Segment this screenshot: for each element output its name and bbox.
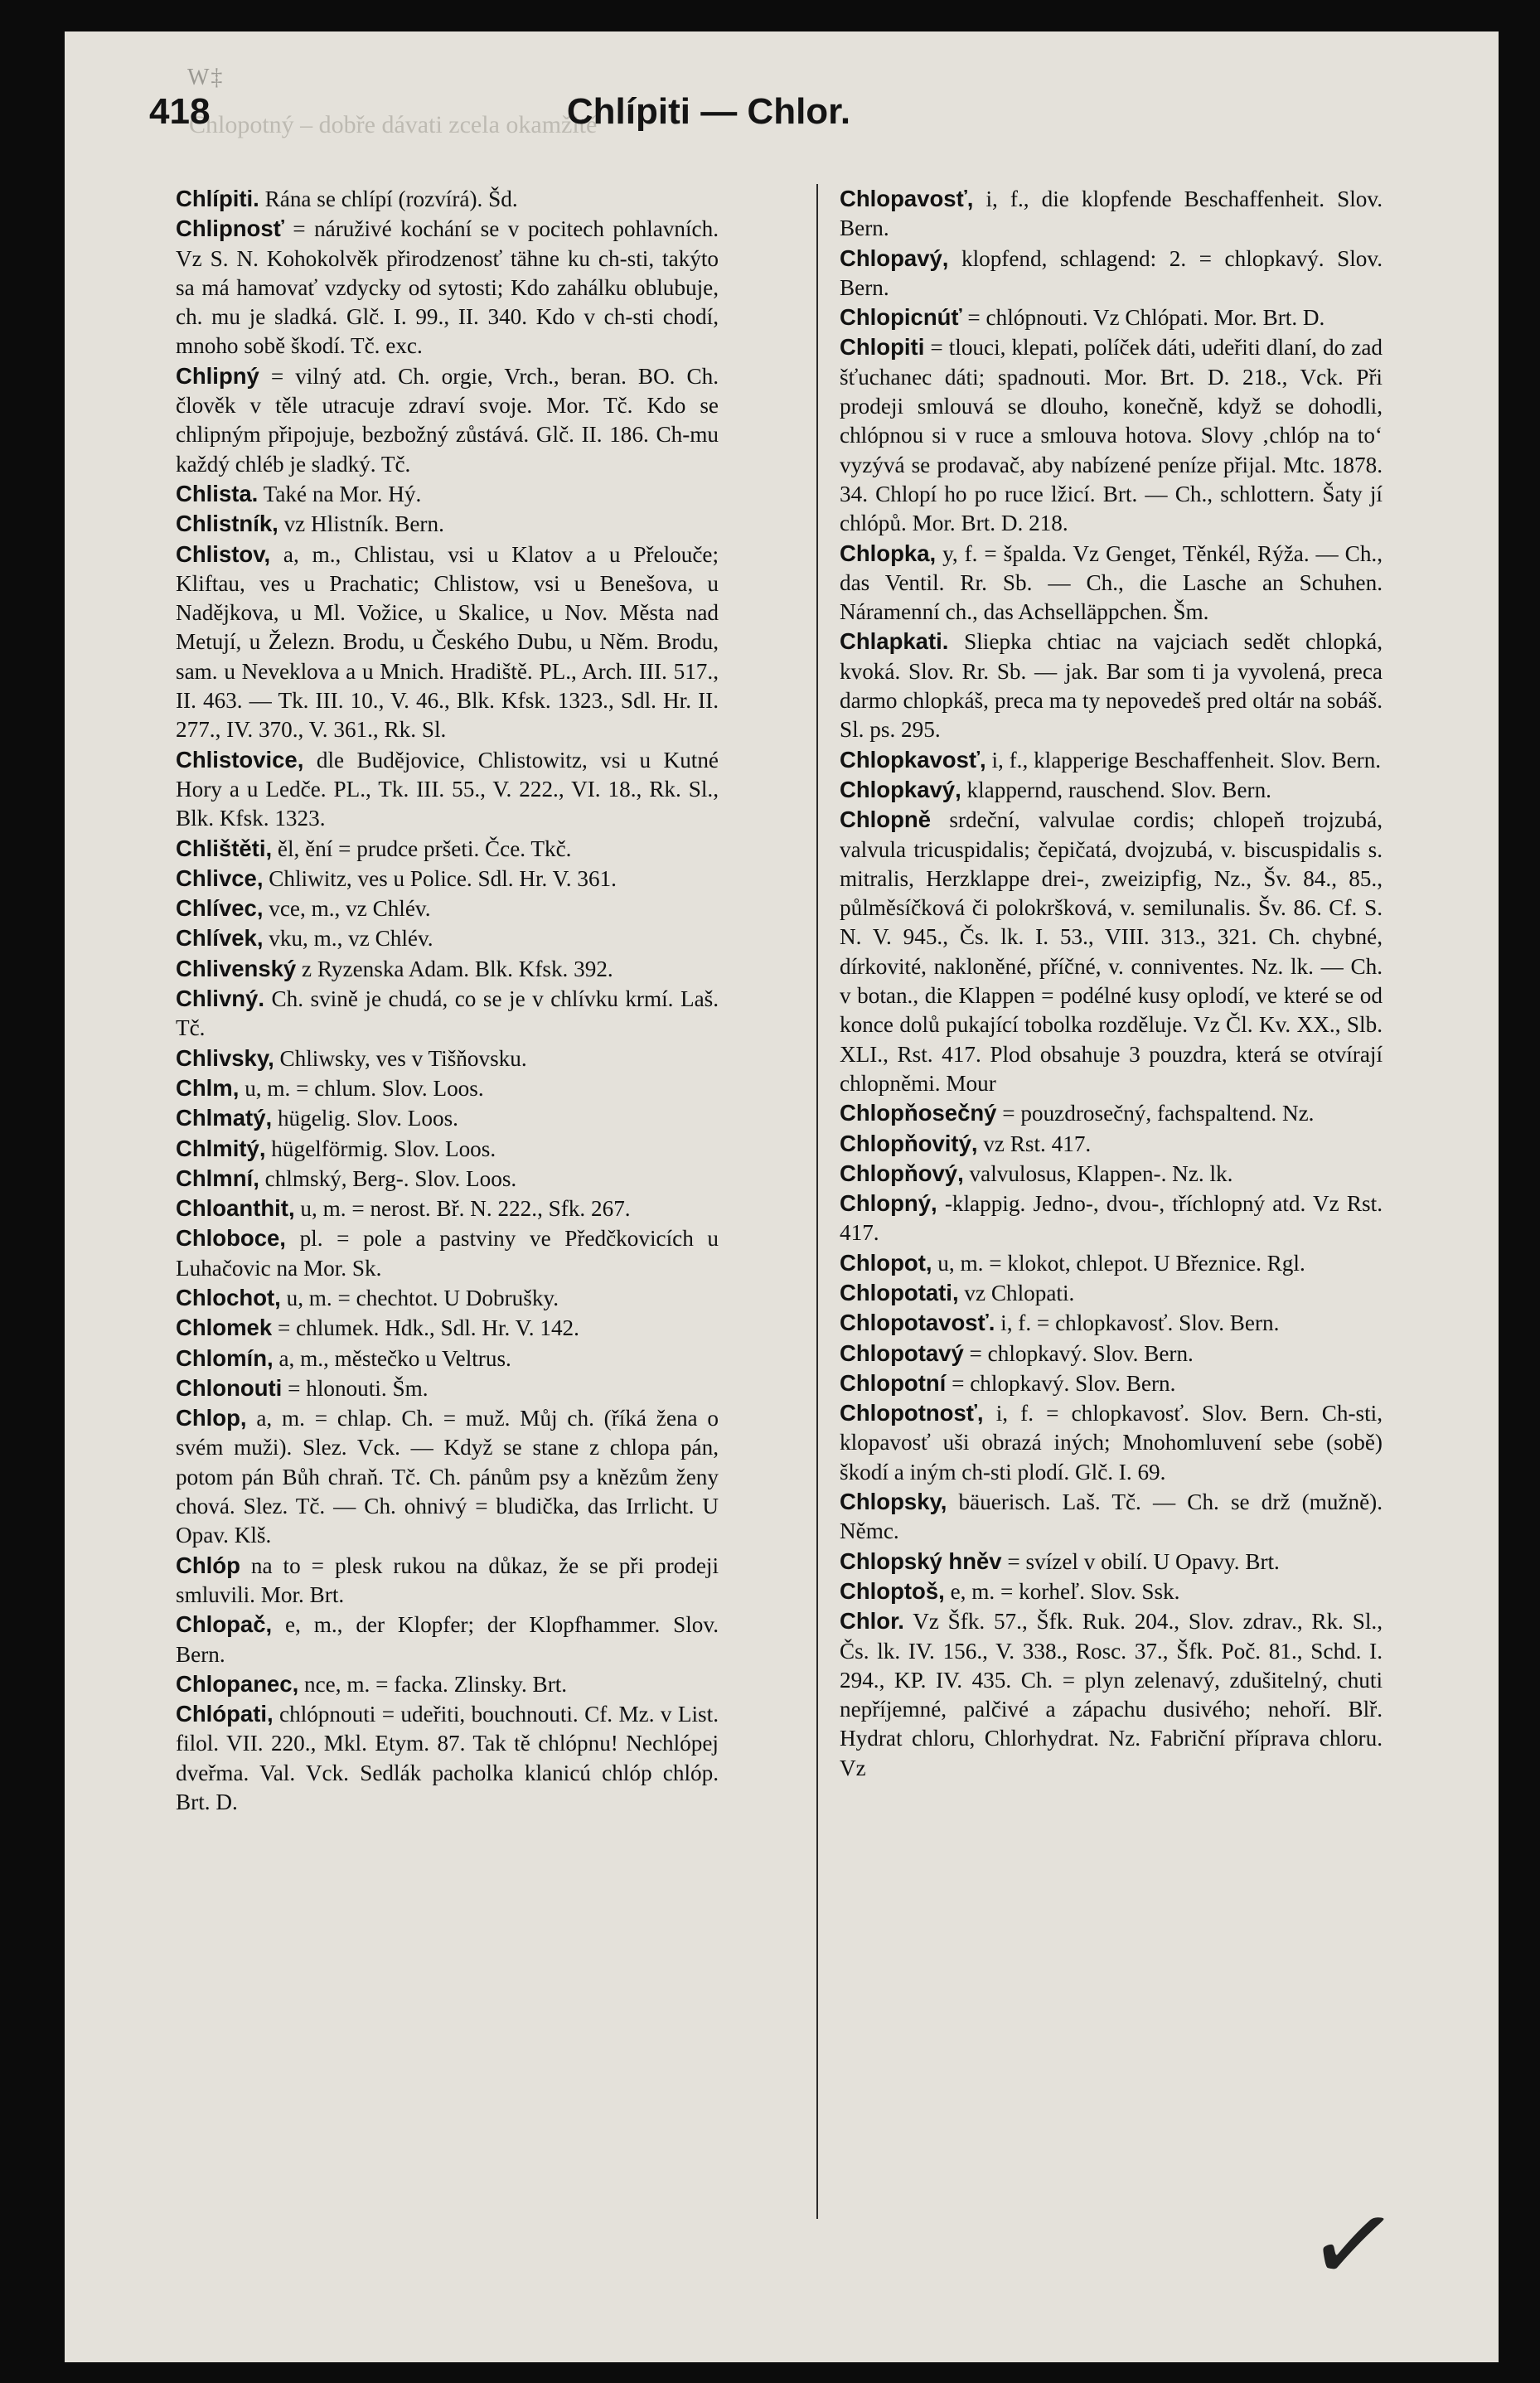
entry-text: a, m., Chlistau, vsi u Klatov a u Přelouče; Kliftau, ves u Prachatic; Chlistow, vsi u Benešova, u Nadějkova, u Ml. Vožice, u Skalice, u Nov. Města nad Metují, u Železn. Brodu, u Českého Dubu, u Něm. Brodu, sam. u Neveklova a u Mnich. Hradiště. PL., Arch. III. 517., II. 463. — Tk. III. 10., V. 46., Blk. Kfsk. 1323., Sdl. Hr. II. 277., IV. 370., V. 361., Rk. Sl. <box>176 541 719 743</box>
dictionary-entry <box>176 864 719 894</box>
entry-text: i, f., klapperige Beschaffenheit. Slov. Bern. <box>991 747 1382 773</box>
entry-headword: Chlivce, <box>176 865 264 891</box>
dictionary-entry <box>176 1223 719 1283</box>
entry-text: a, m. = chlap. Ch. = muž. Můj ch. (říká žena o svém muži). Slez. Vck. — Když se stane z chlopa pán, potom pán Bůh chraň. Tč. Ch. pánům psy a knězům ženy chová. Slez. Tč. — Ch. ohnivý = bludička, das Irrlicht. U Opav. Klš. <box>176 1406 719 1548</box>
entry-text: = tlouci, klepati, políček dáti, udeřiti dlaní, do zad šťuchanec dáti; spadnouti. Mor. Brt. D. 218., Vck. Při prodeji smlouvá se dlouho, konečně, když se dohodli, chlópnou si v ruce a smlouva hotova. Slovy ‚chlóp na to‘ vyzývá se prodavač, aby nabízené peníze přijal. Mtc. 1878. 34. Chlopí ho po ruce lžicí. Brt. — Ch., schlottern. Šaty jí chlópů. Mor. Brt. D. 218. <box>840 335 1383 536</box>
page-header <box>149 91 1268 141</box>
entry-headword: Chlopicnúť <box>840 304 962 331</box>
entry-headword: Chlopkavosť, <box>840 746 986 773</box>
entry-headword: Chlopský hněv <box>840 1547 1002 1574</box>
entry-text: nce, m. = facka. Zlinsky. Brt. <box>304 1671 568 1697</box>
dictionary-entry <box>176 1044 719 1073</box>
entry-headword: Chlivný. <box>176 986 264 1012</box>
entry-headword: Chlopavý, <box>840 245 949 271</box>
dictionary-entry <box>840 627 1383 744</box>
entry-text: = chlopkavý. Slov. Bern. <box>969 1340 1194 1366</box>
dictionary-entry <box>840 1098 1383 1128</box>
dictionary-entry <box>176 1313 719 1343</box>
entry-text: Rána se chlípí (rozvírá). Šd. <box>264 186 518 211</box>
entry-headword: Chlopotati, <box>840 1279 959 1305</box>
entry-text: = chlopkavý. Slov. Bern. <box>952 1370 1176 1396</box>
entry-headword: Chlmní, <box>176 1165 259 1191</box>
entry-headword: Chlivenský <box>176 955 297 981</box>
entry-text: = chlópnouti. Vz Chlópati. Mor. Brt. D. <box>967 305 1325 331</box>
entry-headword: Chlopač, <box>176 1611 273 1638</box>
page-number: 418 <box>149 91 211 132</box>
entry-headword: Chloanthit, <box>176 1195 295 1222</box>
dictionary-entry <box>840 1398 1383 1487</box>
entry-headword: Chlipnosť <box>176 216 284 242</box>
dictionary-entry <box>176 1610 719 1669</box>
entry-headword: Chlomek <box>176 1315 273 1341</box>
entry-text: ěl, ění = prudce pršeti. Čce. Tkč. <box>277 836 572 861</box>
entry-headword: Chlopňovitý, <box>840 1130 978 1156</box>
dictionary-entry <box>840 1606 1383 1783</box>
entry-headword: Chlopiti <box>840 334 925 361</box>
entry-headword: Chlivsky, <box>176 1044 274 1071</box>
dictionary-entry <box>176 540 719 745</box>
entry-headword: Chlopotavosť. <box>840 1310 995 1336</box>
dictionary-entry <box>840 1547 1383 1577</box>
dictionary-entry <box>840 332 1383 538</box>
right-column <box>840 184 1383 2240</box>
dictionary-entry <box>176 894 719 923</box>
entry-headword: Chlopotavý <box>840 1339 964 1366</box>
corner-mark: W‡ <box>187 65 225 90</box>
entry-text: vz Rst. 417. <box>983 1131 1092 1156</box>
dictionary-entry <box>176 1283 719 1313</box>
dictionary-entry <box>176 184 719 214</box>
dictionary-entry <box>176 479 719 509</box>
entry-text: e, m., der Klopfer; der Klopfhammer. Slov. Bern. <box>176 1612 719 1667</box>
dictionary-entry <box>176 1134 719 1164</box>
entry-headword: Chlistník, <box>176 511 278 537</box>
entry-headword: Chlípiti. <box>176 186 259 211</box>
entry-headword: Chlmitý, <box>176 1135 266 1161</box>
entry-headword: Chlapkati. <box>840 628 949 655</box>
running-head: Chlípiti — Chlor. <box>566 91 851 132</box>
entry-text: hügelig. Slov. Loos. <box>277 1106 458 1131</box>
entry-text: vku, m., vz Chlév. <box>269 926 433 952</box>
entry-headword: Chloboce, <box>176 1225 286 1252</box>
entry-text: chlmský, Berg-. Slov. Loos. <box>264 1165 517 1191</box>
entry-text: Chliwsky, ves v Tišňovsku. <box>279 1045 527 1071</box>
entry-text: Chliwitz, ves u Police. Sdl. Hr. V. 361. <box>269 865 617 891</box>
dictionary-entry <box>840 539 1383 627</box>
entry-text: na to = plesk rukou na důkaz, že se při prodeji smluvili. Mor. Brt. <box>176 1552 719 1607</box>
dictionary-entry <box>176 1073 719 1103</box>
dictionary-entry <box>176 834 719 864</box>
entry-text: = svízel v obilí. U Opavy. Brt. <box>1007 1548 1280 1574</box>
entry-headword: Chlopka, <box>840 540 937 566</box>
entry-headword: Chlista. <box>176 480 259 506</box>
entry-text: dle Budějovice, Chlistowitz, vsi u Kutné Hory a u Ledče. PL., Tk. III. 55., V. 222., VI. 18., Rk. Sl., Blk. Kfsk. 1323. <box>176 747 719 831</box>
entry-headword: Chlochot, <box>176 1284 281 1310</box>
entry-text: u, m. = chechtot. U Dobrušky. <box>286 1285 559 1310</box>
dictionary-entry <box>176 214 719 361</box>
column-divider <box>816 184 818 2219</box>
left-column <box>176 184 719 2240</box>
dictionary-entry <box>176 745 719 834</box>
entry-text: vz Chlopati. <box>964 1280 1075 1305</box>
entry-headword: Chlopotní <box>840 1369 947 1396</box>
entry-headword: Chlomín, <box>176 1344 274 1371</box>
dictionary-entry <box>840 303 1383 332</box>
entry-headword: Chlopavosť, <box>840 186 974 211</box>
entry-text: Vz Šfk. 57., Šfk. Ruk. 204., Slov. zdrav., Rk. Sl., Čs. lk. IV. 156., V. 338., Rosc. 37., Šfk. Poč. 81., Schd. I. 294., KP. IV. 435. Ch. = plyn zelenavý, zdušitelný, chuti nepříjemné, palčivé a zápachu dusivého; nehoří. Blř. Hydrat chloru, Chlorhydrat. Nz. Fabriční příprava chloru. Vz <box>840 1609 1383 1780</box>
dictionary-entry <box>840 1129 1383 1159</box>
entry-text: bäuerisch. Laš. Tč. — Ch. se drž (mužně). Němc. <box>840 1489 1383 1544</box>
entry-text: = náruživé kochání se v pocitech pohlavních. Vz S. N. Kohokolvěk přirodzenosť tähne ku ch-sti, takýto sa má hamovať vzdycky od sytosti; Kdo zahálku oblubuje, ch. mu je sladká. Glč. I. 99., II. 340. Kdo v ch-sti chodí, mnoho sobě škodí. Tč. exc. <box>176 216 719 359</box>
dictionary-entry <box>840 775 1383 805</box>
handwritten-check-icon: ✓ <box>1300 2181 1407 2312</box>
dictionary-entry <box>176 984 719 1044</box>
entry-headword: Chlopot, <box>840 1249 932 1276</box>
entry-text: = chlumek. Hdk., Sdl. Hr. V. 142. <box>277 1315 579 1341</box>
entry-text: i, f. = chlopkavosť. Slov. Bern. Ch-sti, klopavosť uši obrazá iných; Mnohomluvení sebe (sobě) škodí a iným ch-sti plodí. Glč. I. 69. <box>840 1401 1383 1485</box>
entry-text: y, f. = špalda. Vz Genget, Těnkél, Rýža. — Ch., das Ventil. Rr. Sb. — Ch., die Lasche an Schuhen. Náramenní ch., das Achselläppchen. Šm. <box>840 540 1383 625</box>
entry-text: chlópnouti = udeřiti, bouchnouti. Cf. Mz. v List. filol. VII. 220., Mkl. Etym. 87. Tak tě chlópnu! Nechlópej dveřma. Val. Vck. Sedlák pacholka klanicú chlóp chlóp. Brt. D. <box>176 1702 719 1815</box>
entry-headword: Chlmatý, <box>176 1105 273 1131</box>
entry-headword: Chlópati, <box>176 1701 274 1727</box>
entry-text: z Ryzenska Adam. Blk. Kfsk. 392. <box>302 956 613 981</box>
dictionary-entry <box>840 1487 1383 1547</box>
entry-text: valvulosus, Klappen-. Nz. lk. <box>969 1160 1233 1186</box>
entry-text: hügelförmig. Slov. Loos. <box>271 1136 496 1161</box>
entry-headword: Chlívec, <box>176 895 264 922</box>
entry-text: klopfend, schlagend: 2. = chlopkavý. Slov. Bern. <box>840 245 1383 300</box>
dictionary-entry <box>840 805 1383 1098</box>
dictionary-entry <box>176 923 719 953</box>
dictionary-entry <box>840 1577 1383 1606</box>
entry-headword: Chlistov, <box>176 540 271 567</box>
entry-headword: Chlonouti <box>176 1374 283 1401</box>
entry-text: u, m. = chlum. Slov. Loos. <box>245 1075 484 1101</box>
entry-headword: Chlop, <box>176 1405 247 1431</box>
dictionary-entry <box>840 244 1383 303</box>
entry-text: Sliepka chtiac na vajciach sedět chlopká, kvoká. Slov. Rr. Sb. — jak. Bar som ti ja vyvolená, preca darmo chlopkáš, preca ma ty nepovedeš pred oltár na sobáš. Sl. ps. 295. <box>840 629 1383 743</box>
dictionary-entry <box>840 184 1383 244</box>
entry-headword: Chlor. <box>840 1608 904 1635</box>
entry-text: pl. = pole a pastviny ve Předčkovicích u Luhačovic na Mor. Sk. <box>176 1226 719 1281</box>
entry-headword: Chlipný <box>176 362 259 389</box>
entry-headword: Chlopně <box>840 806 931 833</box>
dictionary-entry <box>176 1403 719 1550</box>
dictionary-entry <box>176 1194 719 1223</box>
entry-headword: Chlóp <box>176 1552 240 1578</box>
entry-text: vz Hlistník. Bern. <box>283 511 444 537</box>
entry-text: srdeční, valvulae cordis; chlopeň trojzubá, valvula tricuspidalis; čepičatá, dvojzubá, v. biscuspidalis s. mitralis, Herzklappe drei-, zweizipfig, Nz., Šv. 84., 85., půlměsíčková či polokršková, v. semilunalis. Šv. 86. Cf. S. N. V. 945., Čs. lk. I. 53., VIII. 313., 321. Ch. chybné, dírkovité, nakloněné, příčné, v. conniventes. Nz. lk. — Ch. v botan., die Klappen = podélné kusy oplodí, ve které se od konce dolů pukající tobolka rozděluje. Vz Čl. Kv. XX., Slb. XLI., Rst. 417. Plod obsahuje 3 pouzdra, která se otvírají chlopněmi. Mour <box>840 807 1383 1096</box>
entry-headword: Chlopsky, <box>840 1489 947 1515</box>
entry-headword: Chlopňový, <box>840 1160 964 1186</box>
entry-text: vce, m., vz Chlév. <box>269 896 431 922</box>
dictionary-entry <box>840 1368 1383 1398</box>
dictionary-entry <box>176 1344 719 1373</box>
entry-headword: Chlopanec, <box>176 1670 299 1697</box>
dictionary-entry <box>840 1189 1383 1248</box>
entry-text: e, m. = korheľ. Slov. Ssk. <box>950 1578 1180 1604</box>
entry-headword: Chlopkavý, <box>840 776 961 802</box>
entry-headword: Chlm, <box>176 1074 240 1101</box>
entry-headword: Chloptoš, <box>840 1577 945 1604</box>
dictionary-entry <box>176 1103 719 1133</box>
entry-text: u, m. = klokot, chlepot. U Březnice. Rgl. <box>937 1250 1305 1276</box>
entry-headword: Chlistovice, <box>176 746 304 773</box>
entry-text: = vilný atd. Ch. orgie, Vrch., beran. BO. Ch. člověk v těle utracuje zdraví svoje. Mor. Tč. Kdo se chlipným připojuje, bezbožný zůstává. Glč. II. 186. Ch-mu každý chléb je sladký. Tč. <box>176 363 719 477</box>
entry-text: Ch. svině je chudá, co se je v chlívku krmí. Laš. Tč. <box>176 986 719 1041</box>
dictionary-entry <box>840 1278 1383 1308</box>
dictionary-entry <box>840 1308 1383 1338</box>
dictionary-entry <box>176 1164 719 1194</box>
entry-text: Také na Mor. Hý. <box>263 481 422 506</box>
dictionary-entry <box>176 1373 719 1403</box>
dictionary-entry <box>840 1248 1383 1278</box>
entry-text: = pouzdrosečný, fachspaltend. Nz. <box>1002 1101 1315 1126</box>
dictionary-entry <box>176 1699 719 1817</box>
dictionary-entry <box>840 1339 1383 1368</box>
entry-text: klappernd, rauschend. Slov. Bern. <box>966 777 1271 802</box>
entry-text: -klappig. Jedno-, dvou-, tříchlopný atd. Vz Rst. 417. <box>840 1191 1383 1246</box>
entry-text: = hlonouti. Šm. <box>288 1375 429 1401</box>
entry-headword: Chlopotnosť, <box>840 1400 984 1426</box>
entry-text: i, f., die klopfende Beschaffenheit. Slov. Bern. <box>840 186 1383 241</box>
entry-text: a, m., městečko u Veltrus. <box>278 1345 511 1371</box>
dictionary-entry <box>176 954 719 984</box>
entry-headword: Chlívek, <box>176 925 264 952</box>
dictionary-entry <box>840 1159 1383 1189</box>
entry-headword: Chlopňosečný <box>840 1100 997 1126</box>
show-through-text: Chlopotný – dobře dávati zcela okamžitě <box>189 111 598 138</box>
dictionary-entry <box>176 509 719 539</box>
entry-headword: Chlopný, <box>840 1190 937 1217</box>
dictionary-entry <box>176 361 719 479</box>
dictionary-entry <box>176 1551 719 1610</box>
entry-headword: Chlištěti, <box>176 835 273 861</box>
dictionary-entry <box>176 1669 719 1699</box>
entry-text: i, f. = chlopkavosť. Slov. Bern. <box>1000 1310 1280 1336</box>
dictionary-entry <box>840 745 1383 775</box>
entry-text: u, m. = nerost. Bř. N. 222., Sfk. 267. <box>300 1196 631 1222</box>
